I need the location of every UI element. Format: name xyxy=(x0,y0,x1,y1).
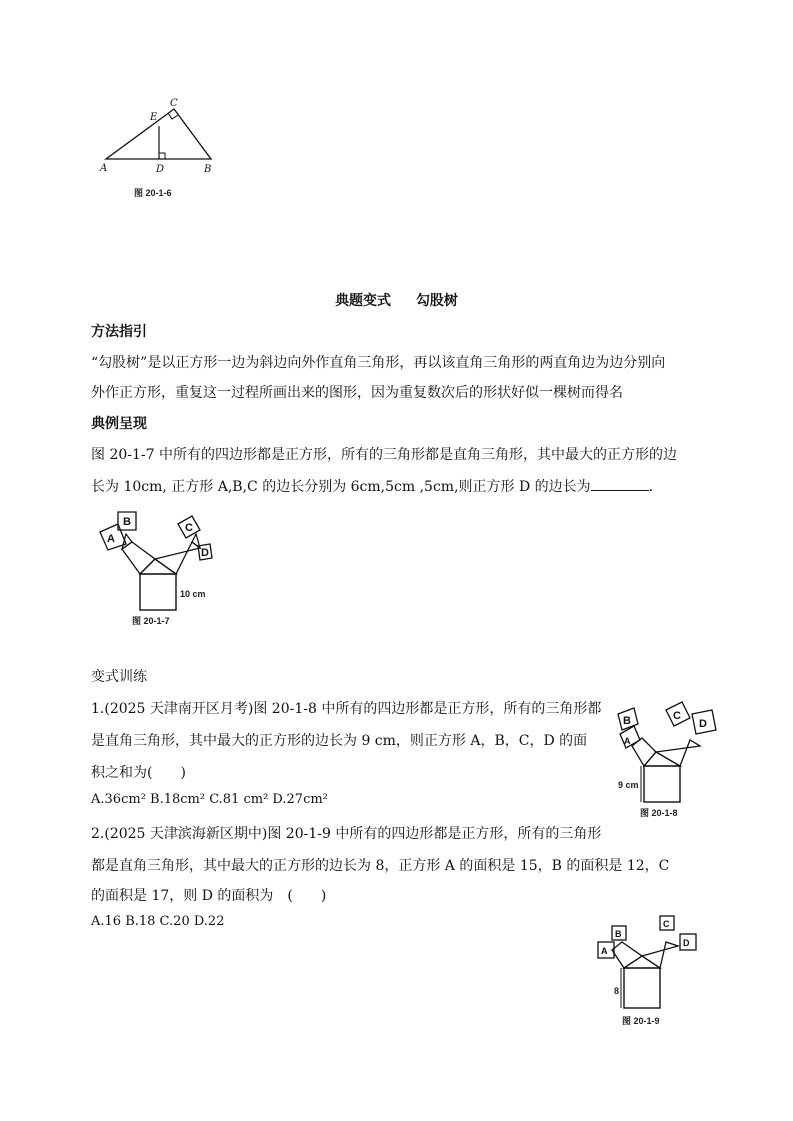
answer-blank xyxy=(591,476,649,491)
figure-caption: 图 20-1-9 xyxy=(622,1016,660,1026)
figure-caption: 图 20-1-8 xyxy=(640,808,678,818)
figure-20-1-9 xyxy=(594,910,706,1032)
dimension-label: 9 cm xyxy=(618,780,639,790)
square-a-label: A xyxy=(601,946,608,956)
label-e: E xyxy=(150,112,158,123)
central-triangle xyxy=(624,956,660,968)
square-c-label: C xyxy=(185,522,193,534)
right-branch-square xyxy=(642,942,678,968)
largest-square xyxy=(140,574,176,610)
square-d-label: D xyxy=(201,547,209,559)
method-heading: 方法指引 xyxy=(91,324,147,340)
square-a-label: A xyxy=(624,736,631,746)
q1-line-2: 是直角三角形，其中最大的正方形的边长为 9 cm，则正方形 A，B，C，D 的面 xyxy=(91,733,588,749)
q2-line-3: 的面积是 17，则 D 的面积为 ( ) xyxy=(91,888,327,904)
example-line-2-text: 长为 10cm, 正方形 A,B,C 的边长分别为 6cm,5cm ,5cm,则正方形 D 的边长为 xyxy=(91,479,591,495)
q2-line-1: 2.(2025 天津滨海新区期中)图 20-1-9 中所有的四边形都是正方形，所有的三角形 xyxy=(91,826,602,842)
q1-options: A.36cm² B.18cm² C.81 cm² D.27cm² xyxy=(91,792,328,807)
example-heading: 典例呈现 xyxy=(91,416,147,432)
q1-line-1: 1.(2025 天津南开区月考)图 20-1-8 中所有的四边形都是正方形，所有的三角形都 xyxy=(91,701,602,717)
square-c-label: C xyxy=(663,919,670,929)
square-b-label: B xyxy=(623,715,631,727)
dimension-label: 10 cm xyxy=(180,589,206,599)
square-b-label: B xyxy=(615,929,622,939)
method-line-1: “勾股树”是以正方形一边为斜边向外作直角三角形，再以该直角三角形的两直角边为边分别向 xyxy=(91,355,666,371)
square-d-label: D xyxy=(683,938,690,948)
section-title xyxy=(0,290,793,310)
figure-20-1-7 xyxy=(92,504,242,634)
example-line-1: 图 20-1-7 中所有的四边形都是正方形，所有的三角形都是直角三角形，其中最大的正方形的边 xyxy=(91,447,677,463)
dimension-label: 8 xyxy=(614,986,620,996)
square-a-label: A xyxy=(107,533,115,545)
label-c: C xyxy=(170,98,178,109)
q1-line-3: 积之和为( ) xyxy=(91,765,186,781)
q2-line-2: 都是直角三角形，其中最大的正方形的边长为 8，正方形 A 的面积是 15，B 的面积是 12，C xyxy=(91,858,670,874)
square-d-label: D xyxy=(699,718,707,730)
right-angle-mark-d xyxy=(159,153,165,159)
q2-options: A.16 B.18 C.20 D.22 xyxy=(91,914,225,929)
section-title-left: 典题变式 xyxy=(335,293,392,309)
figure-20-1-8 xyxy=(612,700,730,822)
label-b: B xyxy=(204,164,212,175)
right-branch-square xyxy=(656,740,700,766)
left-branch-square xyxy=(122,542,155,574)
example-line-2 xyxy=(91,476,653,496)
right-branch-square xyxy=(155,542,200,574)
section-title-right: 勾股树 xyxy=(415,293,458,309)
left-branch-square xyxy=(612,942,642,968)
square-c-label: C xyxy=(673,710,681,722)
right-angle-mark-c xyxy=(168,113,178,119)
figure-caption: 图 20-1-6 xyxy=(134,188,172,198)
label-a: A xyxy=(100,163,108,174)
example-line-2-end: . xyxy=(648,479,654,495)
largest-square xyxy=(624,968,660,1008)
largest-square xyxy=(644,766,680,802)
label-d: D xyxy=(156,164,165,175)
method-line-2: 外作正方形，重复这一过程所画出来的图形，因为重复数次后的形状好似一棵树而得名 xyxy=(91,385,623,401)
square-b-label: B xyxy=(123,516,131,528)
training-heading: 变式训练 xyxy=(91,669,147,685)
figure-20-1-6 xyxy=(92,92,222,204)
figure-caption: 图 20-1-7 xyxy=(132,616,170,626)
